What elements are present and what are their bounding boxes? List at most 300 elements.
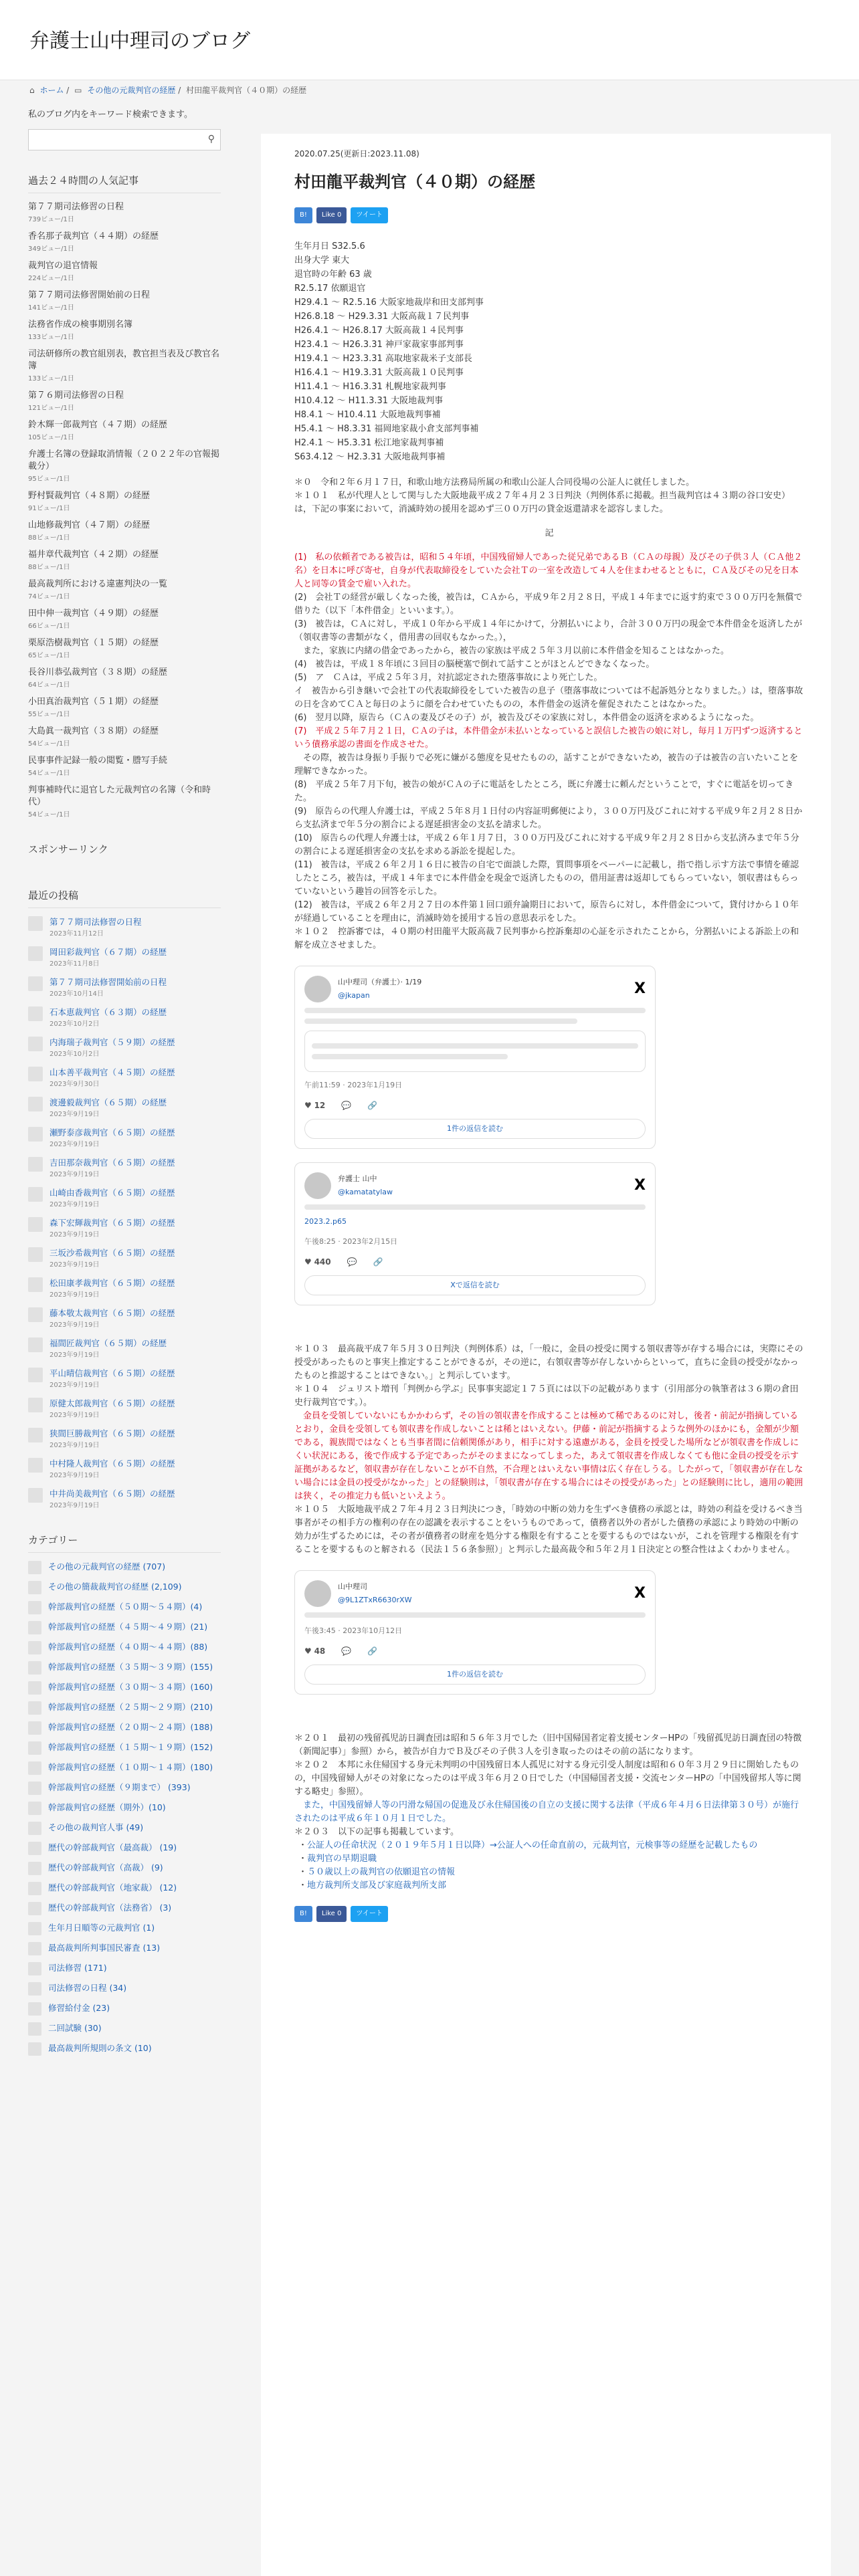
like-icon[interactable]: ♥ 440 <box>304 1257 331 1267</box>
breadcrumb-home[interactable]: ホーム <box>39 86 64 95</box>
fact-items <box>294 551 804 926</box>
career-line: H16.4.1 〜 H19.3.31 大阪高裁１０民判事 <box>294 368 464 378</box>
popular-item-title[interactable]: 裁判官の退官情報 <box>28 261 98 271</box>
category-label[interactable]: 歴代の幹部裁判官（最高裁） (19) <box>48 1842 177 1852</box>
folder-icon <box>28 1882 41 1895</box>
popular-item <box>28 490 221 513</box>
note-203: ＊２０３ 以下の記事も掲載しています。 <box>294 1827 459 1837</box>
fact-item: (4) 被告は，平成１８年頃に３回目の脳梗塞で倒れて話すことがほとんどできなくなった。 <box>294 659 655 669</box>
career-line: H11.4.1 〜 H16.3.31 札幌地家裁判事 <box>294 382 446 392</box>
recent-post-date: 2023年9月19日 <box>50 1201 100 1208</box>
recent-post[interactable] <box>28 1428 221 1450</box>
like-count: 48 <box>314 1646 326 1656</box>
tweet-handle[interactable]: @jkapan <box>338 991 370 1000</box>
folder-icon <box>28 1942 41 1955</box>
category-label[interactable]: 修習給付金 (23) <box>48 2003 110 2013</box>
recent-post-title[interactable]: 藤本敬太裁判官（６５期）の経歴 <box>50 1308 175 1318</box>
popular-item-views: 349ビュー/1日 <box>28 245 74 253</box>
popular-item-title[interactable]: 法務省作成の検事期別名簿 <box>28 320 133 330</box>
popular-item-views: 88ビュー/1日 <box>28 564 70 571</box>
tweet-handle[interactable]: @kamatatylaw <box>338 1188 393 1196</box>
popular-item-title[interactable]: 司法研修所の教官組別表，教官担当表及び教官名簿 <box>28 349 220 371</box>
read-replies-button[interactable]: 1件の返信を読む <box>304 1665 646 1685</box>
category-item[interactable] <box>28 1962 221 1975</box>
fact-item: (6) 翌月以降，原告ら（ＣＡの妻及びその子）が，被告及びその家族に対し，本件借金の返済を求めるようになった。 <box>294 713 759 723</box>
popular-item <box>28 667 221 689</box>
recent-post-title[interactable]: 第７７期司法修習開始前の日程 <box>50 977 167 987</box>
category-label[interactable]: 司法修習 (171) <box>48 1963 107 1973</box>
popular-item <box>28 419 221 442</box>
career-line: 出身大学 東大 <box>294 255 350 265</box>
recent-post-title[interactable]: 松田康孝裁判官（６５期）の経歴 <box>50 1278 175 1288</box>
popular-item-views: 54ビュー/1日 <box>28 770 70 777</box>
popular-item <box>28 578 221 601</box>
popular-list <box>28 201 221 819</box>
recent-post-title[interactable]: 瀬野泰彦裁判官（６５期）の経歴 <box>50 1128 175 1138</box>
recent-post-date: 2023年9月19日 <box>50 1171 100 1178</box>
folder-icon <box>28 1962 41 1975</box>
hatena-button[interactable]: B! <box>294 207 312 223</box>
popular-item-title[interactable]: 栗原浩樹裁判官（１５期）の経歴 <box>28 638 159 648</box>
search-label: 私のブログ内をキーワード検索できます。 <box>28 110 193 120</box>
note-0: ＊０ 令和２年６月１７日，和歌山地方法務局所属の和歌山公証人合同役場の公証人に就任しました。 <box>294 477 695 488</box>
thumbnail-image <box>28 1187 43 1202</box>
recent-post[interactable] <box>28 1337 221 1360</box>
x-logo-icon[interactable]: X <box>634 1177 646 1194</box>
category-item[interactable] <box>28 1842 221 1855</box>
recent-post-date: 2023年9月19日 <box>50 1502 100 1509</box>
popular-item-views: 739ビュー/1日 <box>28 216 74 223</box>
thumbnail-image <box>28 1368 43 1382</box>
popular-item <box>28 726 221 748</box>
thumbnail-image <box>28 1337 43 1352</box>
category-item[interactable] <box>28 1741 221 1755</box>
folder-icon <box>28 1701 41 1715</box>
category-label[interactable]: 幹部裁判官の経歴（９期まで） (393) <box>48 1782 191 1792</box>
popular-item-title[interactable]: 判事補時代に退官した元裁判官の名簿（令和時代） <box>28 785 211 807</box>
embedded-tweet-3[interactable] <box>294 1570 656 1695</box>
popular-item-views: 55ビュー/1日 <box>28 711 70 718</box>
sponsored-title: スポンサーリンク <box>28 843 108 855</box>
note-202: ＊２０２ 本邦に永住帰国する身元未判明の中国残留日本人孤児に対する身元引受人制度は昭和６０年３月２９日に開始したものの，中国残留婦人がその対象になったのは平成３年６月２０日でした（中国帰国者支援・交流センターHPの「中国残留邦人等に関する略史」参照）。 <box>294 1760 801 1797</box>
career-line: H23.4.1 〜 H26.3.31 神戸家裁家事部判事 <box>294 340 464 350</box>
search-widget <box>28 107 221 150</box>
recent-post[interactable] <box>28 1097 221 1119</box>
category-label[interactable]: 歴代の幹部裁判官（高裁） (9) <box>48 1862 163 1872</box>
sidebar <box>28 107 221 2078</box>
career-line: H29.4.1 〜 R2.5.16 大阪家地裁岸和田支部判事 <box>294 298 484 308</box>
recent-post-date: 2023年9月19日 <box>50 1352 100 1359</box>
recent-post-title[interactable]: 原健太郎裁判官（６５期）の経歴 <box>50 1398 175 1408</box>
folder-icon: ▭ <box>74 86 82 95</box>
category-label[interactable]: 幹部裁判官の経歴（５０期〜５４期）(4) <box>48 1602 203 1612</box>
recent-post-title[interactable]: 山本善平裁判官（４５期）の経歴 <box>50 1067 175 1077</box>
link-icon[interactable]: 🔗 <box>373 1257 383 1267</box>
note-104-quote: 金員を受領していないにもかかわらず，その旨の領収書を作成することは極めて稀であるのに対し，後者・前記が指摘しているとおり，金員を受領しても領収書を作成しないことは稀とはいえない。伊藤・前記が指摘するような例外のほかにも，金額が少額である，親族間ではなくとも当事者間に信頼関係があり，相手に対する遠慮がある，金員を授受した場所などが領収書を作成しにくい状況にある，後で作成する予定であったがそのままになってしまった，あえて領収書を作成しなくても他に金員の授受を示す証拠があるなど，領収書が存在しないことが不自然，不合理とはいえない事情は広く存在しうる。したがって，「領収書が存在しない場合には金員の授受がなかった」との経験則は，「領収書が存在する場合にはその授受があった」との経験則に比し，適用の範囲は狭く，その推定力も低いといえよう。 <box>294 1411 803 1501</box>
recent-post-date: 2023年10月2日 <box>50 1051 100 1058</box>
thumbnail-image <box>28 1157 43 1172</box>
recent-post[interactable] <box>28 976 221 998</box>
popular-item-views: 224ビュー/1日 <box>28 275 74 282</box>
popular-item-views: 88ビュー/1日 <box>28 534 70 542</box>
recent-post-title[interactable]: 山崎由香裁判官（６５期）の経歴 <box>50 1188 175 1198</box>
recent-post-date: 2023年9月19日 <box>50 1111 100 1118</box>
recent-post[interactable] <box>28 1187 221 1209</box>
popular-item <box>28 449 221 484</box>
popular-item-views: 54ビュー/1日 <box>28 740 70 748</box>
avatar <box>304 1172 331 1199</box>
recent-post-title[interactable]: 平山晴信裁判官（６５期）の経歴 <box>50 1368 175 1378</box>
thumbnail-image <box>28 1127 43 1142</box>
fact-item: (7) 平成２５年７月２１日，ＣＡの子は，本件借金が未払いとなっていると誤信した被告の娘に対し，毎月１万円ずつ返済するという債務承認の書面を作成させた。 <box>294 726 803 750</box>
thumbnail-image <box>28 1037 43 1051</box>
category-item[interactable] <box>28 1641 221 1654</box>
tweet-author: 山中理司 <box>338 1582 367 1591</box>
avatar <box>304 1580 331 1607</box>
popular-title: 過去２４時間の人気記事 <box>28 173 221 193</box>
folder-icon <box>28 1842 41 1855</box>
recent-post-title[interactable]: 第７７期司法修習の日程 <box>50 917 142 927</box>
tweet-time: 午後8:25 · 2023年2月15日 <box>304 1237 398 1246</box>
recent-post[interactable] <box>28 1217 221 1239</box>
folder-icon <box>28 1822 41 1835</box>
popular-item <box>28 348 221 383</box>
popular-item-title[interactable]: 野村賢裁判官（４８期）の経歴 <box>28 491 151 501</box>
fact-item: (10) 原告らの代理人弁護士は，平成２６年１月７日，３００万円及びこれに対する平成９年２月２８日から支払済みまで年５分の割合による遅延損害金の支払を求める訴訟を提起した。 <box>294 833 799 857</box>
fact-item: (3) 被告は，ＣＡに対し，平成１０年から平成１４年にかけて，分割払いにより，合計３００万円の現金で本件借金を返済したが（領収書等の書類がなく，借用書の回収もなかった。）， <box>294 619 803 643</box>
thumbnail-image <box>28 916 43 931</box>
post-article <box>261 134 831 2576</box>
popular-item <box>28 231 221 253</box>
recent-post[interactable] <box>28 1307 221 1329</box>
link-icon[interactable]: 🔗 <box>367 1646 378 1656</box>
category-item[interactable] <box>28 1601 221 1614</box>
folder-icon <box>28 1581 41 1594</box>
category-label[interactable]: その他の裁判官人事 (49) <box>48 1822 144 1832</box>
category-widget <box>28 1533 221 2056</box>
category-label[interactable]: 歴代の幹部裁判官（法務省） (3) <box>48 1903 172 1913</box>
related-link[interactable]: ・ 公証人の任命状況（２０１９年５月１日以降）→公証人への任命直前の，元裁判官，元検事等の経歴を記載したもの <box>298 1839 804 1852</box>
like-count: 12 <box>314 1101 326 1110</box>
popular-item-title[interactable]: 第７７期司法修習の日程 <box>28 202 124 212</box>
recent-post-title[interactable]: 吉田那奈裁判官（６５期）の経歴 <box>50 1158 175 1168</box>
career-line: H8.4.1 〜 H10.4.11 大阪地裁判事補 <box>294 410 441 420</box>
recent-post-title[interactable]: 中井尚美裁判官（６５期）の経歴 <box>50 1489 175 1499</box>
breadcrumb-category[interactable]: その他の元裁判官の経歴 <box>87 86 176 95</box>
popular-item <box>28 608 221 631</box>
category-item[interactable] <box>28 1621 221 1634</box>
category-label[interactable]: 幹部裁判官の経歴（２５期〜２９期）(210) <box>48 1702 213 1712</box>
career-line: H26.4.1 〜 H26.8.17 大阪高裁１４民判事 <box>294 326 464 336</box>
popular-item-views: 133ビュー/1日 <box>28 334 74 341</box>
popular-item-views: 105ビュー/1日 <box>28 434 74 441</box>
popular-item <box>28 390 221 413</box>
popular-item-title[interactable]: 長谷川恭弘裁判官（３８期）の経歴 <box>28 667 168 677</box>
fact-item: (2) 会社Ｔの経営が厳しくなった後，被告は，ＣＡから，平成９年２月２８日，平成１４年までに返す約束で３００万円を無償で借りた（以下「本件借金」といいます。）。 <box>294 593 803 616</box>
note-101: ＊１０１ 私が代理人として関与した大阪地裁平成２７年４月２３日判決（判例体系に掲載。担当裁判官は４３期の谷口安史）は，下記の事案において，消滅時効の援用を認めず三００万円の貸金返還請求を認容しました。 <box>294 491 791 514</box>
recent-post[interactable] <box>28 1006 221 1029</box>
thumbnail-image <box>28 1488 43 1503</box>
popular-item <box>28 755 221 778</box>
career-line: S63.4.12 〜 H2.3.31 大阪地裁判事補 <box>294 452 446 462</box>
popular-item-views: 121ビュー/1日 <box>28 405 74 412</box>
category-item[interactable] <box>28 1721 221 1735</box>
category-label[interactable]: 幹部裁判官の経歴（期外）(10) <box>48 1802 166 1812</box>
folder-icon <box>28 2022 41 2036</box>
search-icon[interactable]: ⚲ <box>207 134 215 144</box>
hatena-button[interactable]: B! <box>294 1906 312 1922</box>
thumbnail-image <box>28 976 43 991</box>
category-item[interactable] <box>28 2042 221 2056</box>
note-201: ＊２０１ 最初の残留孤児訪日調査団は昭和５６年３月でした（旧中国帰国者定着支援センターHPの「残留孤児訪日調査団の特徴（新聞記事）」参照）から，被告が自力でＢ及びその子供３人を引き取ったのはその前の話になります。 <box>294 1733 802 1757</box>
related-link[interactable]: ・ ５０歳以上の裁判官の依願退官の情報 <box>298 1866 804 1879</box>
note-202b: また，中国残留婦人等の円滑な帰国の促進及び永住帰国後の自立の支援に関する法律（平成６年４月６日法律第３０号）が施行されたのは平成６年１０月１日でした。 <box>294 1800 799 1824</box>
related-link[interactable]: ・ 裁判官の早期退職 <box>298 1852 804 1866</box>
category-item[interactable] <box>28 1802 221 1815</box>
tweet-author: 山中理司（弁護士）· 1/19 <box>338 978 422 986</box>
folder-icon <box>28 1561 41 1574</box>
tweet-button[interactable]: ツイート <box>351 1906 388 1922</box>
folder-icon <box>28 1681 41 1695</box>
like-icon[interactable]: ♥ 48 <box>304 1646 326 1656</box>
recent-post[interactable] <box>28 1368 221 1390</box>
popular-item-title[interactable]: 福井章代裁判官（４２期）の経歴 <box>28 550 159 560</box>
category-item[interactable] <box>28 2022 221 2036</box>
popular-item-title[interactable]: 第７６期司法修習の日程 <box>28 391 124 401</box>
folder-icon <box>28 1862 41 1875</box>
recent-post-title[interactable]: 中村隆人裁判官（６５期）の経歴 <box>50 1459 175 1469</box>
x-logo-icon[interactable]: X <box>634 1585 646 1602</box>
recent-post[interactable] <box>28 1398 221 1420</box>
breadcrumb-current: 村田龍平裁判官（４０期）の経歴 <box>186 86 307 95</box>
career-line: 退官時の年齢 63 歳 <box>294 270 372 280</box>
folder-icon <box>28 1741 41 1755</box>
fact-item: その際，被告は身振り手振りで必死に嫌がる態度を見せたものの，話すことができないため，被告の子は被告の言いたいことを理解できなかった。 <box>294 753 798 776</box>
related-links <box>294 1839 804 1893</box>
folder-icon <box>28 1782 41 1795</box>
recent-post-title[interactable]: 森下宏輝裁判官（６５期）の経歴 <box>50 1218 175 1228</box>
search-input[interactable] <box>28 129 221 150</box>
folder-icon <box>28 1661 41 1675</box>
category-label[interactable]: 幹部裁判官の経歴（４０期〜４４期）(88) <box>48 1642 208 1652</box>
popular-item-views: 54ビュー/1日 <box>28 811 70 819</box>
recent-post-date: 2023年9月19日 <box>50 1321 100 1329</box>
recent-post[interactable] <box>28 1277 221 1299</box>
recent-post-date: 2023年9月19日 <box>50 1261 100 1269</box>
recent-list <box>28 916 221 1510</box>
site-header <box>0 0 859 80</box>
thumbnail-image <box>28 1217 43 1232</box>
recent-post[interactable] <box>28 1488 221 1510</box>
thumbnail-image <box>28 1398 43 1412</box>
category-item[interactable] <box>28 1561 221 1574</box>
recent-post[interactable] <box>28 1067 221 1089</box>
category-label[interactable]: 幹部裁判官の経歴（４５期〜４９期）(21) <box>48 1622 208 1632</box>
category-title: カテゴリー <box>28 1533 221 1553</box>
popular-item-title[interactable]: 大島眞一裁判官（３８期）の経歴 <box>28 726 159 736</box>
post-date: 2020.07.25(更新日:2023.11.08) <box>294 149 419 158</box>
career-line: H19.4.1 〜 H23.3.31 高取地家裁米子支部長 <box>294 354 472 364</box>
category-item[interactable] <box>28 1761 221 1775</box>
category-list <box>28 1561 221 2056</box>
popular-widget <box>28 173 221 819</box>
avatar <box>304 976 331 1002</box>
popular-item-title[interactable]: 山地修裁判官（４７期）の経歴 <box>28 520 151 530</box>
thumbnail-image <box>28 1428 43 1442</box>
category-item[interactable] <box>28 1882 221 1895</box>
category-label[interactable]: 最高裁判所規則の条文 (10) <box>48 2043 152 2053</box>
thumbnail-image <box>28 1006 43 1021</box>
recent-post[interactable] <box>28 1127 221 1149</box>
related-link[interactable]: ・ 地方裁判所支部及び家庭裁判所支部 <box>298 1879 804 1893</box>
popular-item-title[interactable]: 最高裁判所における違憲判決の一覧 <box>28 579 168 589</box>
folder-icon <box>28 2042 41 2056</box>
category-label[interactable]: 幹部裁判官の経歴（１５期〜１９期）(152) <box>48 1742 213 1752</box>
reply-icon[interactable]: 💬 <box>347 1257 357 1267</box>
fact-item: (11) 被告は，平成２６年２月１６日に被告の自宅で面談した際，質問事項をペーパーに記載し，指で指し示す方法で事情を確認したところ，被告は，平成１４年までに本件借金を現金で返済したものの，借用証書は返却してもらっていない，領収書はもらっていないという趣旨の回答を示した。 <box>294 860 799 897</box>
category-item[interactable] <box>28 1661 221 1675</box>
recent-post-date: 2023年9月19日 <box>50 1382 100 1389</box>
category-item[interactable] <box>28 1942 221 1955</box>
career-line: H5.4.1 〜 H8.3.31 福岡地家裁小倉支部判事補 <box>294 424 479 434</box>
category-item[interactable] <box>28 1782 221 1795</box>
category-label[interactable]: 二回試験 (30) <box>48 2023 102 2033</box>
note-105: ＊１０５ 大阪地裁平成２７年４月２３日判決につき，「時効の中断の効力を生ずべき債務の承認とは，時効の利益を受けるべき当事者がその相手方の権利の存在の認識を表示することをいうものであって，債務者以外の者がした債務の承認により時効の中断の効力が生ずるためには，その者が債務者の財産を処分する権限を有することを要するものではないが，これを管理する権限を有することを要するものと解される（民法１５６条参照）」と判示した最高裁令和５年２月１日決定との整合性はよくわかりません。 <box>294 1505 803 1555</box>
recent-post-date: 2023年9月19日 <box>50 1231 100 1239</box>
category-item[interactable] <box>28 1822 221 1835</box>
popular-item-title[interactable]: 田中伸一裁判官（４９期）の経歴 <box>28 609 159 619</box>
post-title: 村田龍平裁判官（４０期）の経歴 <box>294 173 535 191</box>
category-label[interactable]: 幹部裁判官の経歴（２０期〜２４期）(188) <box>48 1722 213 1732</box>
popular-item-views: 141ビュー/1日 <box>28 304 74 312</box>
embedded-tweet-2[interactable] <box>294 1162 656 1305</box>
category-label[interactable]: その他の元裁判官の経歴 (707) <box>48 1562 166 1572</box>
popular-item <box>28 290 221 312</box>
quoted-tweet[interactable] <box>304 1031 646 1072</box>
folder-icon <box>28 1641 41 1654</box>
category-label[interactable]: 生年月日順等の元裁判官 (1) <box>48 1923 155 1933</box>
category-label[interactable]: 歴代の幹部裁判官（地家裁） (12) <box>48 1883 177 1893</box>
category-label[interactable]: 幹部裁判官の経歴（３０期〜３４期）(160) <box>48 1682 213 1692</box>
recent-title: 最近の投稿 <box>28 888 221 908</box>
read-replies-button[interactable]: 1件の返信を読む <box>304 1119 646 1139</box>
share-buttons <box>294 207 804 223</box>
tweet-author: 弁護士 山中 <box>338 1174 377 1183</box>
popular-item <box>28 696 221 719</box>
recent-post[interactable] <box>28 916 221 938</box>
thumbnail-image <box>28 946 43 961</box>
category-label[interactable]: その他の簡裁裁判官の経歴 (2,109) <box>48 1582 182 1592</box>
tweet-button[interactable]: ツイート <box>351 207 388 223</box>
folder-icon <box>28 1601 41 1614</box>
popular-item <box>28 520 221 542</box>
facebook-like-button[interactable]: Like 0 <box>316 207 347 223</box>
career-line: H2.4.1 〜 H5.3.31 松江地家裁判事補 <box>294 438 444 448</box>
category-item[interactable] <box>28 1902 221 1915</box>
recent-post-title[interactable]: 福間匠裁判官（６５期）の経歴 <box>50 1338 167 1348</box>
fact-item: (9) 原告らの代理人弁護士は，平成２５年８月１日付の内容証明郵便により，３００万円及びこれに対する平成９年２月２８日から支払済まで年５分の割合による遅延損害金の支払を請求した。 <box>294 807 803 830</box>
category-label[interactable]: 幹部裁判官の経歴（３５期〜３９期）(155) <box>48 1662 213 1672</box>
post-content <box>288 239 804 1922</box>
category-item[interactable] <box>28 1681 221 1695</box>
category-item[interactable] <box>28 1862 221 1875</box>
facebook-like-button[interactable]: Like 0 <box>316 1906 347 1922</box>
recent-post[interactable] <box>28 946 221 968</box>
popular-item-title[interactable]: 第７７期司法修習開始前の日程 <box>28 290 151 300</box>
popular-item <box>28 260 221 283</box>
career-line: 生年月日 S32.5.6 <box>294 241 365 251</box>
recent-post-date: 2023年11月12日 <box>50 930 104 938</box>
tweet-time: 午前11:59 · 2023年1月19日 <box>304 1081 403 1089</box>
link-icon[interactable]: 🔗 <box>367 1101 378 1110</box>
read-replies-button[interactable]: Xで返信を読む <box>304 1275 646 1295</box>
recent-post-title[interactable]: 石本恵裁判官（６３期）の経歴 <box>50 1007 167 1017</box>
recent-post-title[interactable]: 三坂沙希裁判官（６５期）の経歴 <box>50 1248 175 1258</box>
x-logo-icon[interactable]: X <box>634 980 646 997</box>
category-label[interactable]: 幹部裁判官の経歴（１０期〜１４期）(180) <box>48 1762 213 1772</box>
category-item[interactable] <box>28 1701 221 1715</box>
popular-item-title[interactable]: 鈴木輝一郎裁判官（４７期）の経歴 <box>28 420 168 430</box>
sponsored-widget <box>28 842 221 861</box>
popular-item-views: 91ビュー/1日 <box>28 505 70 512</box>
note-102: ＊１０２ 控訴審では，４０期の村田龍平大阪高裁７民判事から控訴棄却の心証を示されたことから，分割払いによる訴訟上の和解を成立させました。 <box>294 927 799 950</box>
folder-icon <box>28 1621 41 1634</box>
recent-post-title[interactable]: 狭間巨勝裁判官（６５期）の経歴 <box>50 1428 175 1438</box>
category-item[interactable] <box>28 2002 221 2016</box>
recent-post[interactable] <box>28 1458 221 1480</box>
popular-item-title[interactable]: 弁護士名簿の登録取消情報（２０２２年の官報掲載分） <box>28 449 220 471</box>
thumbnail-image <box>28 1307 43 1322</box>
share-buttons-bottom <box>294 1906 804 1922</box>
home-icon: ⌂ <box>29 86 35 95</box>
popular-item <box>28 319 221 342</box>
site-title[interactable]: 弁護士山中理司のブログ <box>29 29 250 53</box>
recent-post-title[interactable]: 内海瑞子裁判官（５９期）の経歴 <box>50 1037 175 1047</box>
recent-post[interactable] <box>28 1247 221 1269</box>
popular-item <box>28 201 221 224</box>
recent-post-date: 2023年9月19日 <box>50 1472 100 1479</box>
recent-post[interactable] <box>28 1037 221 1059</box>
category-item[interactable] <box>28 1581 221 1594</box>
category-item[interactable] <box>28 1982 221 1996</box>
fact-item: (1) 私の依頼者である被告は，昭和５４年頃，中国残留婦人であった従兄弟であるＢ（ＣＡの母親）及びその子供３人（ＣＡ他２名）を日本に呼び寄せ，自身が代表取締役をしていた会社Ｔの一室を改造して４人を住まわせるとともに，ＣＡ及びその兄を日本人と同等の賃金で雇い入れた。 <box>294 552 803 589</box>
recent-post[interactable] <box>28 1157 221 1179</box>
category-label[interactable]: 司法修習の日程 (34) <box>48 1983 127 1993</box>
popular-item-title[interactable]: 民事事件記録一般の閲覧・謄写手続 <box>28 756 168 766</box>
embedded-tweet-1[interactable] <box>294 966 656 1149</box>
recent-post-title[interactable]: 渡邊毅裁判官（６５期）の経歴 <box>50 1097 167 1107</box>
folder-icon <box>28 1902 41 1915</box>
category-item[interactable] <box>28 1922 221 1935</box>
popular-item-title[interactable]: 小田真治裁判官（５１期）の経歴 <box>28 697 159 707</box>
like-icon[interactable]: ♥ 12 <box>304 1101 326 1110</box>
folder-icon <box>28 1802 41 1815</box>
recent-post-title[interactable]: 岡田彩裁判官（６７期）の経歴 <box>50 947 167 957</box>
popular-item-title[interactable]: 香名那子裁判官（４４期）の経歴 <box>28 231 159 241</box>
popular-item-views: 74ビュー/1日 <box>28 593 70 601</box>
tweet-handle[interactable]: @9L1ZTxR6630rXW <box>338 1596 412 1604</box>
popular-item-views: 66ビュー/1日 <box>28 623 70 630</box>
career-line: H26.8.18 〜 H29.3.31 大阪高裁１７民判事 <box>294 312 470 322</box>
popular-item <box>28 549 221 572</box>
reply-icon[interactable]: 💬 <box>341 1646 352 1656</box>
folder-icon <box>28 2002 41 2016</box>
category-label[interactable]: 最高裁判所判事国民審査 (13) <box>48 1943 161 1953</box>
recent-post-date: 2023年10月2日 <box>50 1021 100 1028</box>
career-line: H10.4.12 〜 H11.3.31 大阪地裁判事 <box>294 396 444 406</box>
folder-icon <box>28 1761 41 1775</box>
reply-icon[interactable]: 💬 <box>341 1101 352 1110</box>
